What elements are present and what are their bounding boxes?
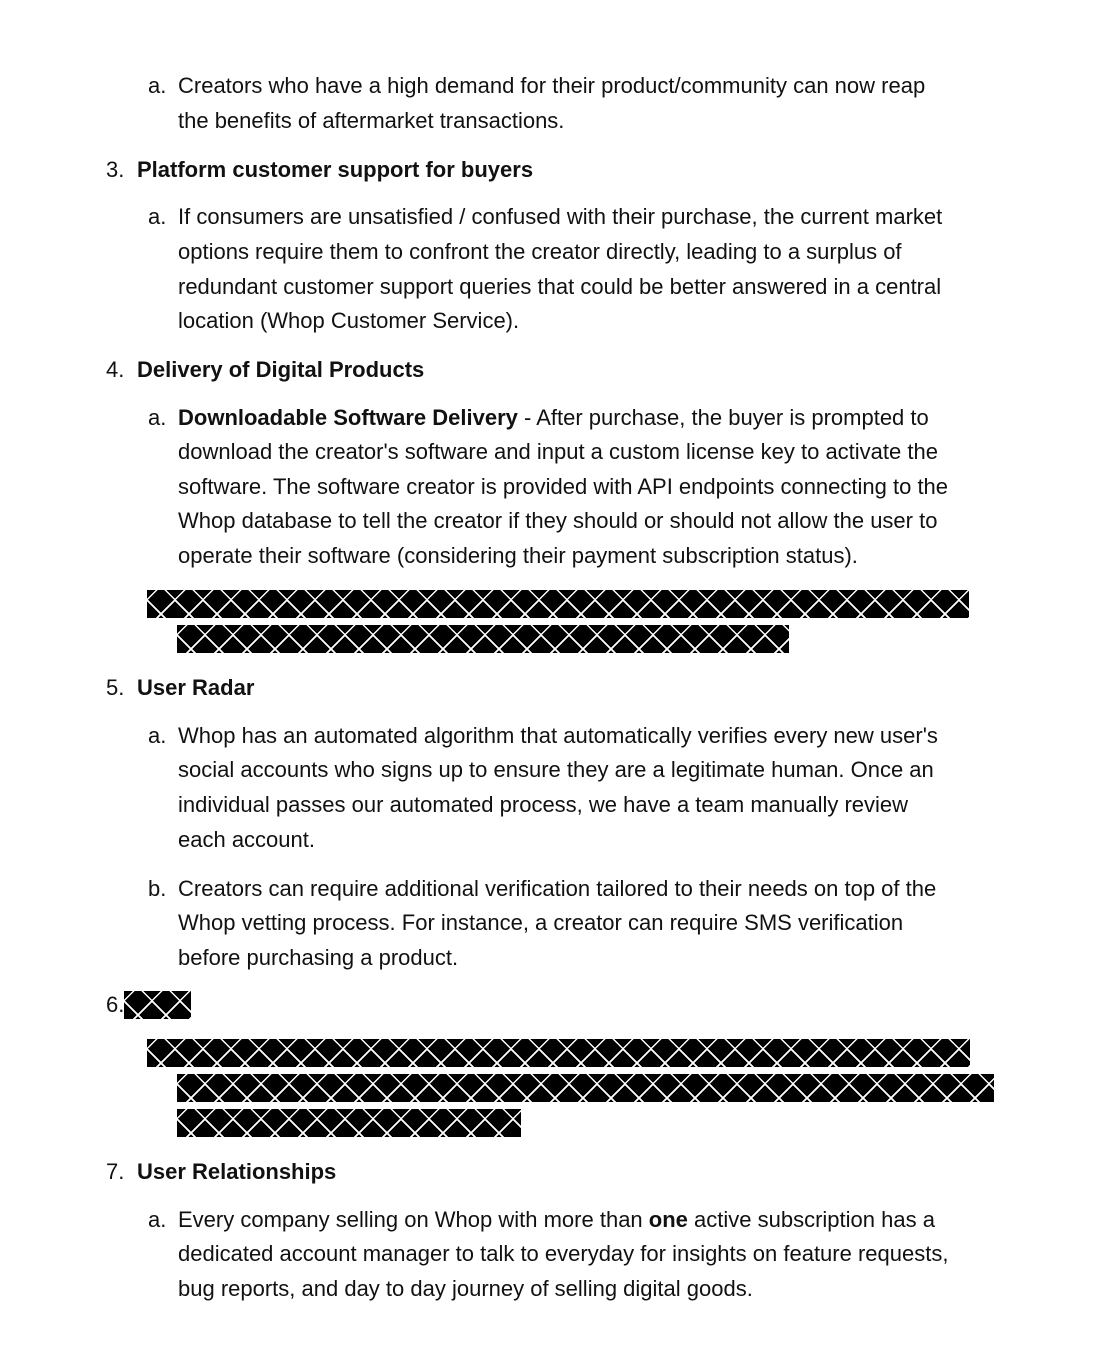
- lead-pre: Every company selling on Whop with more than: [178, 1207, 649, 1232]
- sub-marker: a.: [148, 204, 167, 229]
- redaction-bar: [124, 991, 191, 1019]
- paragraph-line: before purchasing a product.: [178, 945, 459, 970]
- paragraph-line: Whop has an automated algorithm that automatically verifies every new user's: [178, 723, 938, 748]
- redaction-bar: [147, 590, 969, 618]
- paragraph-line: software. The software creator is provided with API endpoints connecting to the: [178, 474, 949, 499]
- redaction-bar: [147, 1039, 970, 1067]
- bold-lead: Downloadable Software Delivery: [178, 405, 518, 430]
- redaction-bar: [177, 625, 789, 653]
- list-number: 4.: [106, 357, 125, 382]
- paragraph-line: Whop database to tell the creator if they should or should not allow the user to: [178, 508, 938, 533]
- paragraph-line: social accounts who signs up to ensure they are a legitimate human. Once an: [178, 757, 934, 782]
- paragraph-line: dedicated account manager to talk to everyday for insights on feature requests,: [178, 1241, 949, 1266]
- paragraph-line: [178, 1207, 935, 1233]
- section-heading: User Radar: [137, 675, 255, 700]
- lead-rest: - After purchase, the buyer is prompted to: [517, 405, 929, 430]
- paragraph-line: bug reports, and day to day journey of selling digital goods.: [178, 1276, 753, 1301]
- paragraph-line: operate their software (considering their payment subscription status).: [178, 543, 858, 568]
- paragraph-line: the benefits of aftermarket transactions.: [178, 108, 565, 133]
- sub-marker: a.: [148, 73, 167, 98]
- sub-marker: b.: [148, 876, 167, 901]
- list-number: 3.: [106, 157, 125, 182]
- paragraph-line: Whop vetting process. For instance, a creator can require SMS verification: [178, 910, 904, 935]
- paragraph-line: individual passes our automated process, we have a team manually review: [178, 792, 909, 817]
- paragraph-line: If consumers are unsatisfied / confused with their purchase, the current market: [178, 204, 943, 229]
- paragraph-line: options require them to confront the creator directly, leading to a surplus of: [178, 239, 902, 264]
- sub-marker: a.: [148, 1207, 167, 1232]
- section-heading: Platform customer support for buyers: [137, 157, 534, 182]
- redaction-bar: [177, 1109, 521, 1137]
- paragraph-line: [178, 405, 929, 431]
- section-heading: Delivery of Digital Products: [137, 357, 425, 382]
- paragraph-line: Creators who have a high demand for their product/community can now reap: [178, 73, 926, 98]
- sub-marker: a.: [148, 405, 167, 430]
- sub-marker: a.: [148, 723, 167, 748]
- paragraph-line: Creators can require additional verification tailored to their needs on top of the: [178, 876, 937, 901]
- redaction-bar: [177, 1074, 994, 1102]
- section-heading: User Relationships: [137, 1159, 337, 1184]
- paragraph-line: download the creator's software and input a custom license key to activate the: [178, 439, 938, 464]
- list-number: 6.: [106, 992, 125, 1017]
- lead-post: active subscription has a: [687, 1207, 935, 1232]
- list-number: 5.: [106, 675, 125, 700]
- paragraph-line: each account.: [178, 827, 315, 852]
- list-number: 7.: [106, 1159, 125, 1184]
- paragraph-line: redundant customer support queries that could be better answered in a central: [178, 274, 942, 299]
- paragraph-line: location (Whop Customer Service).: [178, 308, 520, 333]
- bold-word: one: [648, 1207, 688, 1232]
